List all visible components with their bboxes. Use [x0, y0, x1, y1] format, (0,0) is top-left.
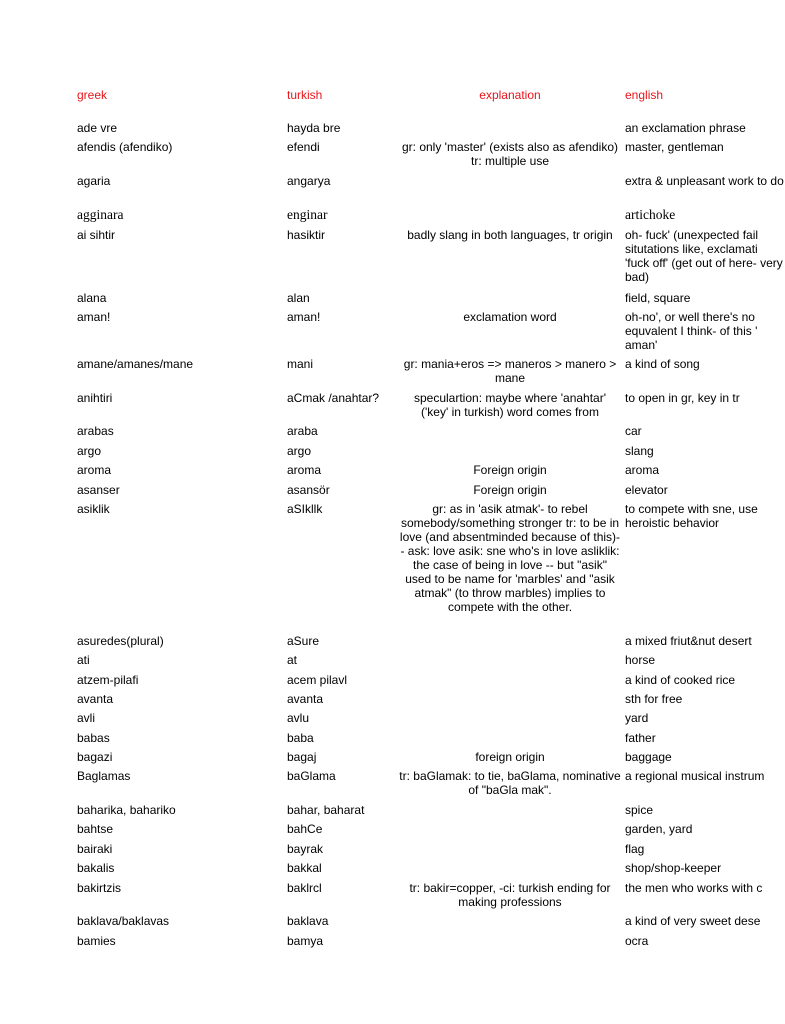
cell-explanation: gr: only 'master' (exists also as afendiko) tr: multiple use — [402, 140, 618, 168]
cell-greek: bamies — [77, 934, 116, 948]
table-row — [77, 673, 785, 687]
cell-turkish: bamya — [287, 934, 324, 948]
cell-explanation: tr: baGlamak: to tie, baGlama, nominative of "baGla mak". — [399, 769, 621, 797]
cell-turkish: aSure — [287, 634, 320, 648]
cell-explanation: exclamation word — [463, 310, 557, 324]
cell-english: spice — [625, 803, 654, 817]
cell-turkish: bagaj — [287, 750, 317, 764]
cell-turkish: avanta — [287, 692, 324, 706]
cell-greek: amane/amanes/mane — [77, 357, 194, 371]
cell-english: master, gentleman — [625, 140, 724, 154]
cell-greek: asanser — [77, 483, 120, 497]
table-row — [77, 502, 785, 614]
cell-explanation: gr: mania+eros => maneros > manero > mane — [403, 357, 617, 385]
cell-english: ocra — [625, 934, 649, 948]
cell-greek: agginara — [77, 207, 124, 222]
table-row — [77, 444, 785, 458]
cell-turkish: efendi — [287, 140, 320, 154]
table-row — [77, 463, 785, 477]
table-row — [77, 174, 785, 188]
cell-greek: aroma — [77, 463, 112, 477]
cell-english: yard — [625, 711, 649, 725]
table-row — [77, 881, 785, 909]
cell-english: garden, yard — [625, 822, 693, 836]
cell-english: artichoke — [625, 207, 676, 222]
cell-turkish: baklava — [287, 914, 329, 928]
cell-english: sth for free — [625, 692, 683, 706]
cell-greek: bakirtzis — [77, 881, 122, 895]
cell-greek: ade vre — [77, 121, 118, 135]
cell-greek: atzem-pilafi — [77, 673, 139, 687]
header-row — [77, 88, 768, 102]
table-row — [77, 803, 785, 817]
table-row — [77, 914, 785, 928]
cell-turkish: asansör — [287, 483, 330, 497]
header-explanation: explanation — [479, 88, 541, 102]
cell-turkish: alan — [287, 291, 310, 305]
cell-english: to compete with sne, use heroistic behavior — [625, 502, 758, 530]
cell-turkish: hayda bre — [287, 121, 341, 135]
table-row — [77, 483, 785, 497]
cell-turkish: angarya — [287, 174, 331, 188]
cell-english: field, square — [625, 291, 691, 305]
cell-explanation: gr: as in 'asik atmak'- to rebel somebody/something stronger tr: to be in love (and absentminded because of this)-- ask: love asik: sne who's in love asliklik: the case of being in love -- but "asik" used to be name for 'marbles' and "asik atmak" (to throw marbles) implies to compete with the other. — [399, 502, 621, 614]
cell-greek: afendis (afendiko) — [77, 140, 173, 154]
cell-english: elevator — [625, 483, 668, 497]
cell-turkish: enginar — [287, 207, 328, 222]
cell-english: a mixed friut&nut desert — [625, 634, 752, 648]
cell-turkish: baba — [287, 731, 314, 745]
cell-turkish: hasiktir — [287, 228, 326, 242]
table-row — [77, 861, 785, 875]
cell-greek: aman! — [77, 310, 111, 324]
cell-turkish: mani — [287, 357, 314, 371]
cell-greek: anihtiri — [77, 391, 113, 405]
table-row — [77, 208, 785, 222]
table-row — [77, 291, 785, 305]
cell-english: baggage — [625, 750, 672, 764]
table-row — [77, 711, 785, 725]
cell-greek: bagazi — [77, 750, 113, 764]
table-row — [77, 750, 785, 764]
cell-english: to open in gr, key in tr — [625, 391, 740, 405]
cell-greek: bahtse — [77, 822, 114, 836]
cell-english: a kind of song — [625, 357, 700, 371]
table-row — [77, 634, 785, 648]
table-row — [77, 653, 785, 667]
table-row — [77, 842, 785, 856]
cell-greek: arabas — [77, 424, 114, 438]
cell-english: a regional musical instrum — [625, 769, 765, 783]
cell-greek: asiklik — [77, 502, 110, 516]
cell-greek: asuredes(plural) — [77, 634, 164, 648]
cell-english: a kind of cooked rice — [625, 673, 736, 687]
cell-explanation: Foreign origin — [473, 463, 547, 477]
cell-english: aroma — [625, 463, 660, 477]
cell-english: an exclamation phrase — [625, 121, 746, 135]
cell-greek: ati — [77, 653, 90, 667]
cell-turkish: avlu — [287, 711, 310, 725]
table-row — [77, 769, 785, 797]
cell-turkish: bahCe — [287, 822, 323, 836]
cell-greek: Baglamas — [77, 769, 131, 783]
cell-explanation: badly slang in both languages, tr origin — [407, 228, 613, 242]
glossary-table — [77, 88, 784, 948]
table-row — [77, 424, 785, 438]
cell-english: father — [625, 731, 656, 745]
cell-greek: baharika, bahariko — [77, 803, 176, 817]
cell-greek: ai sihtir — [77, 228, 116, 242]
cell-turkish: aSIkllk — [287, 502, 323, 516]
table-row — [77, 822, 785, 836]
cell-english: car — [625, 424, 642, 438]
cell-turkish: at — [287, 653, 298, 667]
cell-turkish: bayrak — [287, 842, 324, 856]
cell-english: oh-no', or well there's no equvalent I think- of this ' aman' — [625, 310, 758, 352]
cell-turkish: bakkal — [287, 861, 322, 875]
cell-turkish: baGlama — [287, 769, 336, 783]
cell-greek: bairaki — [77, 842, 113, 856]
cell-turkish: acem pilavl — [287, 673, 348, 687]
cell-greek: baklava/baklavas — [77, 914, 170, 928]
cell-greek: babas — [77, 731, 110, 745]
cell-explanation: tr: bakir=copper, -ci: turkish ending for making professions — [409, 881, 611, 909]
cell-greek: alana — [77, 291, 107, 305]
cell-english: slang — [625, 444, 654, 458]
cell-greek: avanta — [77, 692, 114, 706]
cell-english: oh- fuck' (unexpected fail situtations like, exclamati 'fuck off' (get out of here- very bad) — [625, 228, 783, 284]
cell-greek: bakalis — [77, 861, 115, 875]
cell-greek: avli — [77, 711, 96, 725]
cell-english: extra & unpleasant work to do — [625, 174, 784, 188]
table-row — [77, 121, 785, 135]
cell-turkish: baklrcl — [287, 881, 322, 895]
cell-turkish: aman! — [287, 310, 321, 324]
table-row — [77, 228, 785, 284]
table-row — [77, 140, 785, 168]
header-english: english — [625, 88, 664, 102]
table-row — [77, 692, 785, 706]
cell-explanation: Foreign origin — [473, 483, 547, 497]
cell-english: shop/shop-keeper — [625, 861, 722, 875]
cell-greek: agaria — [77, 174, 111, 188]
cell-english: the men who works with c — [625, 881, 763, 895]
table-row — [77, 391, 785, 419]
table-row — [77, 310, 785, 352]
cell-english: a kind of very sweet dese — [625, 914, 761, 928]
cell-english: flag — [625, 842, 645, 856]
table-row — [77, 731, 785, 745]
cell-turkish: araba — [287, 424, 318, 438]
table-row — [77, 357, 785, 385]
cell-turkish: aroma — [287, 463, 322, 477]
cell-turkish: aCmak /anahtar? — [287, 391, 380, 405]
cell-english: horse — [625, 653, 656, 667]
header-greek: greek — [77, 88, 108, 102]
cell-explanation: speculartion: maybe where 'anahtar' ('key' in turkish) word comes from — [413, 391, 607, 419]
table-row — [77, 934, 785, 948]
header-turkish: turkish — [287, 88, 323, 102]
cell-turkish: bahar, baharat — [287, 803, 365, 817]
cell-explanation: foreign origin — [475, 750, 545, 764]
cell-turkish: argo — [287, 444, 312, 458]
cell-greek: argo — [77, 444, 102, 458]
